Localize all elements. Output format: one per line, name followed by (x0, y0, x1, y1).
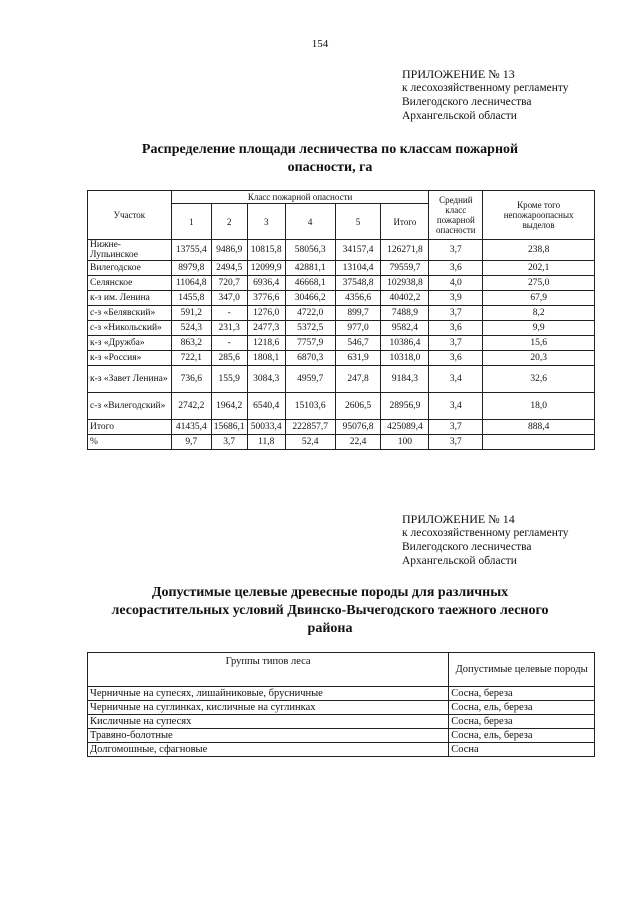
header-col: 4 (285, 204, 335, 240)
table-cell: 1808,1 (247, 351, 285, 366)
table-row (88, 240, 595, 261)
table-row (88, 351, 595, 366)
title-line: лесорастительных условий Двинско-Вычегодского таежного лесного (111, 603, 549, 618)
table-cell: - (211, 306, 247, 321)
table-cell: 1964,2 (211, 393, 247, 420)
table-cell: 2477,3 (247, 321, 285, 336)
table-cell: 591,2 (171, 306, 211, 321)
table-cell: 79559,7 (381, 261, 429, 276)
row-name-cell: с-з «Вилегодский» (88, 393, 172, 420)
table-cell: 888,4 (483, 420, 595, 435)
header-col: 3 (247, 204, 285, 240)
table-cell: 4722,0 (285, 306, 335, 321)
table-cell: 7488,9 (381, 306, 429, 321)
table-cell: 231,3 (211, 321, 247, 336)
tree-species-table (87, 652, 595, 757)
table-cell: 15103,6 (285, 393, 335, 420)
table-cell: 3,4 (429, 393, 483, 420)
table-row (88, 261, 595, 276)
header-forest-groups: Группы типов леса (88, 653, 449, 687)
table-row (88, 687, 595, 701)
row-name-cell: Нижне-Лупьинское (88, 240, 172, 261)
table-cell: 863,2 (171, 336, 211, 351)
table-cell: 5372,5 (285, 321, 335, 336)
table-cell (483, 435, 595, 450)
table-cell: 32,6 (483, 366, 595, 393)
table-cell: Сосна, береза (449, 715, 595, 729)
appendix-13-title: ПРИЛОЖЕНИЕ № 13 (402, 67, 515, 81)
table-cell: 30466,2 (285, 291, 335, 306)
table-cell: 12099,9 (247, 261, 285, 276)
table-cell: 9184,3 (381, 366, 429, 393)
header-klass: Класс пожарной опасности (171, 191, 429, 204)
row-name-cell: с-з «Белявский» (88, 306, 172, 321)
table-cell: - (211, 336, 247, 351)
header-col: 1 (171, 204, 211, 240)
table-row (88, 701, 595, 715)
table-cell: 3,6 (429, 351, 483, 366)
row-name-cell: Вилегодское (88, 261, 172, 276)
table-cell: 126271,8 (381, 240, 429, 261)
table-cell: 9,9 (483, 321, 595, 336)
table-cell: 9,7 (171, 435, 211, 450)
header-col: 5 (335, 204, 381, 240)
table-cell: Сосна, береза (449, 687, 595, 701)
table-cell: 20,3 (483, 351, 595, 366)
table-cell: Сосна, ель, береза (449, 701, 595, 715)
row-name-cell: Итого (88, 420, 172, 435)
table-cell: 9582,4 (381, 321, 429, 336)
table-cell: 3,7 (429, 435, 483, 450)
table-cell: 425089,4 (381, 420, 429, 435)
title-line: опасности, га (287, 160, 373, 175)
table-cell: 899,7 (335, 306, 381, 321)
table-cell: 95076,8 (335, 420, 381, 435)
table-cell: 11064,8 (171, 276, 211, 291)
appendix-14-header (402, 512, 569, 568)
appendix-14-line: к лесохозяйственному регламенту (402, 527, 569, 539)
table-cell: 22,4 (335, 435, 381, 450)
table-cell: 10318,0 (381, 351, 429, 366)
table-row (88, 336, 595, 351)
table-cell: 4959,7 (285, 366, 335, 393)
appendix-13-line: Вилегодского лесничества (402, 96, 532, 108)
table-cell: 2606,5 (335, 393, 381, 420)
row-name-cell: с-з «Никольский» (88, 321, 172, 336)
table-cell: 3,7 (429, 240, 483, 261)
table-cell: 11,8 (247, 435, 285, 450)
table-row (88, 729, 595, 743)
table-cell: Кисличные на супесях (88, 715, 449, 729)
table-cell: 18,0 (483, 393, 595, 420)
row-name-cell: Селянское (88, 276, 172, 291)
table-cell: 275,0 (483, 276, 595, 291)
table-row (88, 743, 595, 757)
table-row (88, 276, 595, 291)
table-cell: 3084,3 (247, 366, 285, 393)
table-row (88, 715, 595, 729)
table-cell: 3776,6 (247, 291, 285, 306)
table-cell: 222857,7 (285, 420, 335, 435)
header-col: 2 (211, 204, 247, 240)
table-cell: 238,8 (483, 240, 595, 261)
appendix-13-line: Архангельской области (402, 110, 517, 122)
table-cell: 37548,8 (335, 276, 381, 291)
table-cell: 6870,3 (285, 351, 335, 366)
header-uchastok: Участок (88, 191, 172, 240)
table-row (88, 393, 595, 420)
table-cell: 42881,1 (285, 261, 335, 276)
fire-danger-table (87, 190, 595, 450)
row-name-cell: к-з им. Ленина (88, 291, 172, 306)
table-cell: 100 (381, 435, 429, 450)
table-cell: 52,4 (285, 435, 335, 450)
table-cell: 524,3 (171, 321, 211, 336)
table2-title (60, 584, 600, 638)
table-cell: 4,0 (429, 276, 483, 291)
table-cell: 155,9 (211, 366, 247, 393)
table-cell: 977,0 (335, 321, 381, 336)
table-cell: 9486,9 (211, 240, 247, 261)
table-cell: 15,6 (483, 336, 595, 351)
table-cell: 13755,4 (171, 240, 211, 261)
row-name-cell: к-з «Завет Ленина» (88, 366, 172, 393)
table-row (88, 366, 595, 393)
title-line: района (307, 621, 353, 636)
table-cell: 58056,3 (285, 240, 335, 261)
table-cell: 6936,4 (247, 276, 285, 291)
row-name-cell: к-з «Россия» (88, 351, 172, 366)
table-cell: 3,7 (429, 336, 483, 351)
table-cell: 202,1 (483, 261, 595, 276)
table-cell: 13104,4 (335, 261, 381, 276)
table-cell: 3,7 (429, 420, 483, 435)
table-cell: 6540,4 (247, 393, 285, 420)
table-cell: 8979,8 (171, 261, 211, 276)
table-cell: 3,9 (429, 291, 483, 306)
table-row (88, 420, 595, 435)
appendix-14-line: Архангельской области (402, 555, 517, 567)
table-row (88, 291, 595, 306)
table-cell: 28956,9 (381, 393, 429, 420)
table-cell: Травяно-болотные (88, 729, 449, 743)
table-cell: 722,1 (171, 351, 211, 366)
table-cell: 15686,1 (211, 420, 247, 435)
table-row (88, 306, 595, 321)
table-cell: 67,9 (483, 291, 595, 306)
table-cell: 8,2 (483, 306, 595, 321)
table-cell: 3,4 (429, 366, 483, 393)
header-col: Итого (381, 204, 429, 240)
table-cell: 720,7 (211, 276, 247, 291)
table-cell: 46668,1 (285, 276, 335, 291)
table-cell: Долгомошные, сфагновые (88, 743, 449, 757)
table-cell: 347,0 (211, 291, 247, 306)
table-cell: 4356,6 (335, 291, 381, 306)
title-line: Распределение площади лесничества по классам пожарной (141, 142, 519, 157)
table-cell: 3,6 (429, 261, 483, 276)
table-cell: 247,8 (335, 366, 381, 393)
table1-title (70, 141, 590, 177)
page-number: 154 (311, 38, 329, 50)
table-cell: 631,9 (335, 351, 381, 366)
table-cell: 7757,9 (285, 336, 335, 351)
appendix-14-title: ПРИЛОЖЕНИЕ № 14 (402, 512, 515, 526)
table-cell: 1218,6 (247, 336, 285, 351)
header-krome: Кроме того непожароопасных выделов (483, 191, 595, 240)
table-row (88, 435, 595, 450)
appendix-13-header (402, 67, 569, 123)
table-cell: 546,7 (335, 336, 381, 351)
title-line: Допустимые целевые древесные породы для различных (151, 585, 509, 600)
table-cell: 3,6 (429, 321, 483, 336)
row-name-cell: к-з «Дружба» (88, 336, 172, 351)
table-cell: 736,6 (171, 366, 211, 393)
table-cell: 10386,4 (381, 336, 429, 351)
table-cell: 50033,4 (247, 420, 285, 435)
table-cell: 34157,4 (335, 240, 381, 261)
table-cell: 1276,0 (247, 306, 285, 321)
table-cell: Сосна, ель, береза (449, 729, 595, 743)
table-cell: 285,6 (211, 351, 247, 366)
header-sredniy: Средний класс пожарной опасности (429, 191, 483, 240)
appendix-14-line: Вилегодского лесничества (402, 541, 532, 553)
table-cell: 10815,8 (247, 240, 285, 261)
table-cell: 2494,5 (211, 261, 247, 276)
table-cell: 41435,4 (171, 420, 211, 435)
table-cell: 102938,8 (381, 276, 429, 291)
table-cell: 3,7 (429, 306, 483, 321)
table-cell: 2742,2 (171, 393, 211, 420)
row-name-cell: % (88, 435, 172, 450)
appendix-13-line: к лесохозяйственному регламенту (402, 82, 569, 94)
table-cell: Сосна (449, 743, 595, 757)
table-row (88, 321, 595, 336)
table-cell: 3,7 (211, 435, 247, 450)
table-cell: 40402,2 (381, 291, 429, 306)
header-target-species: Допустимые целевые породы (449, 653, 595, 687)
table-cell: 1455,8 (171, 291, 211, 306)
table-cell: Черничные на супесях, лишайниковые, брусничные (88, 687, 449, 701)
table-cell: Черничные на суглинках, кисличные на суглинках (88, 701, 449, 715)
